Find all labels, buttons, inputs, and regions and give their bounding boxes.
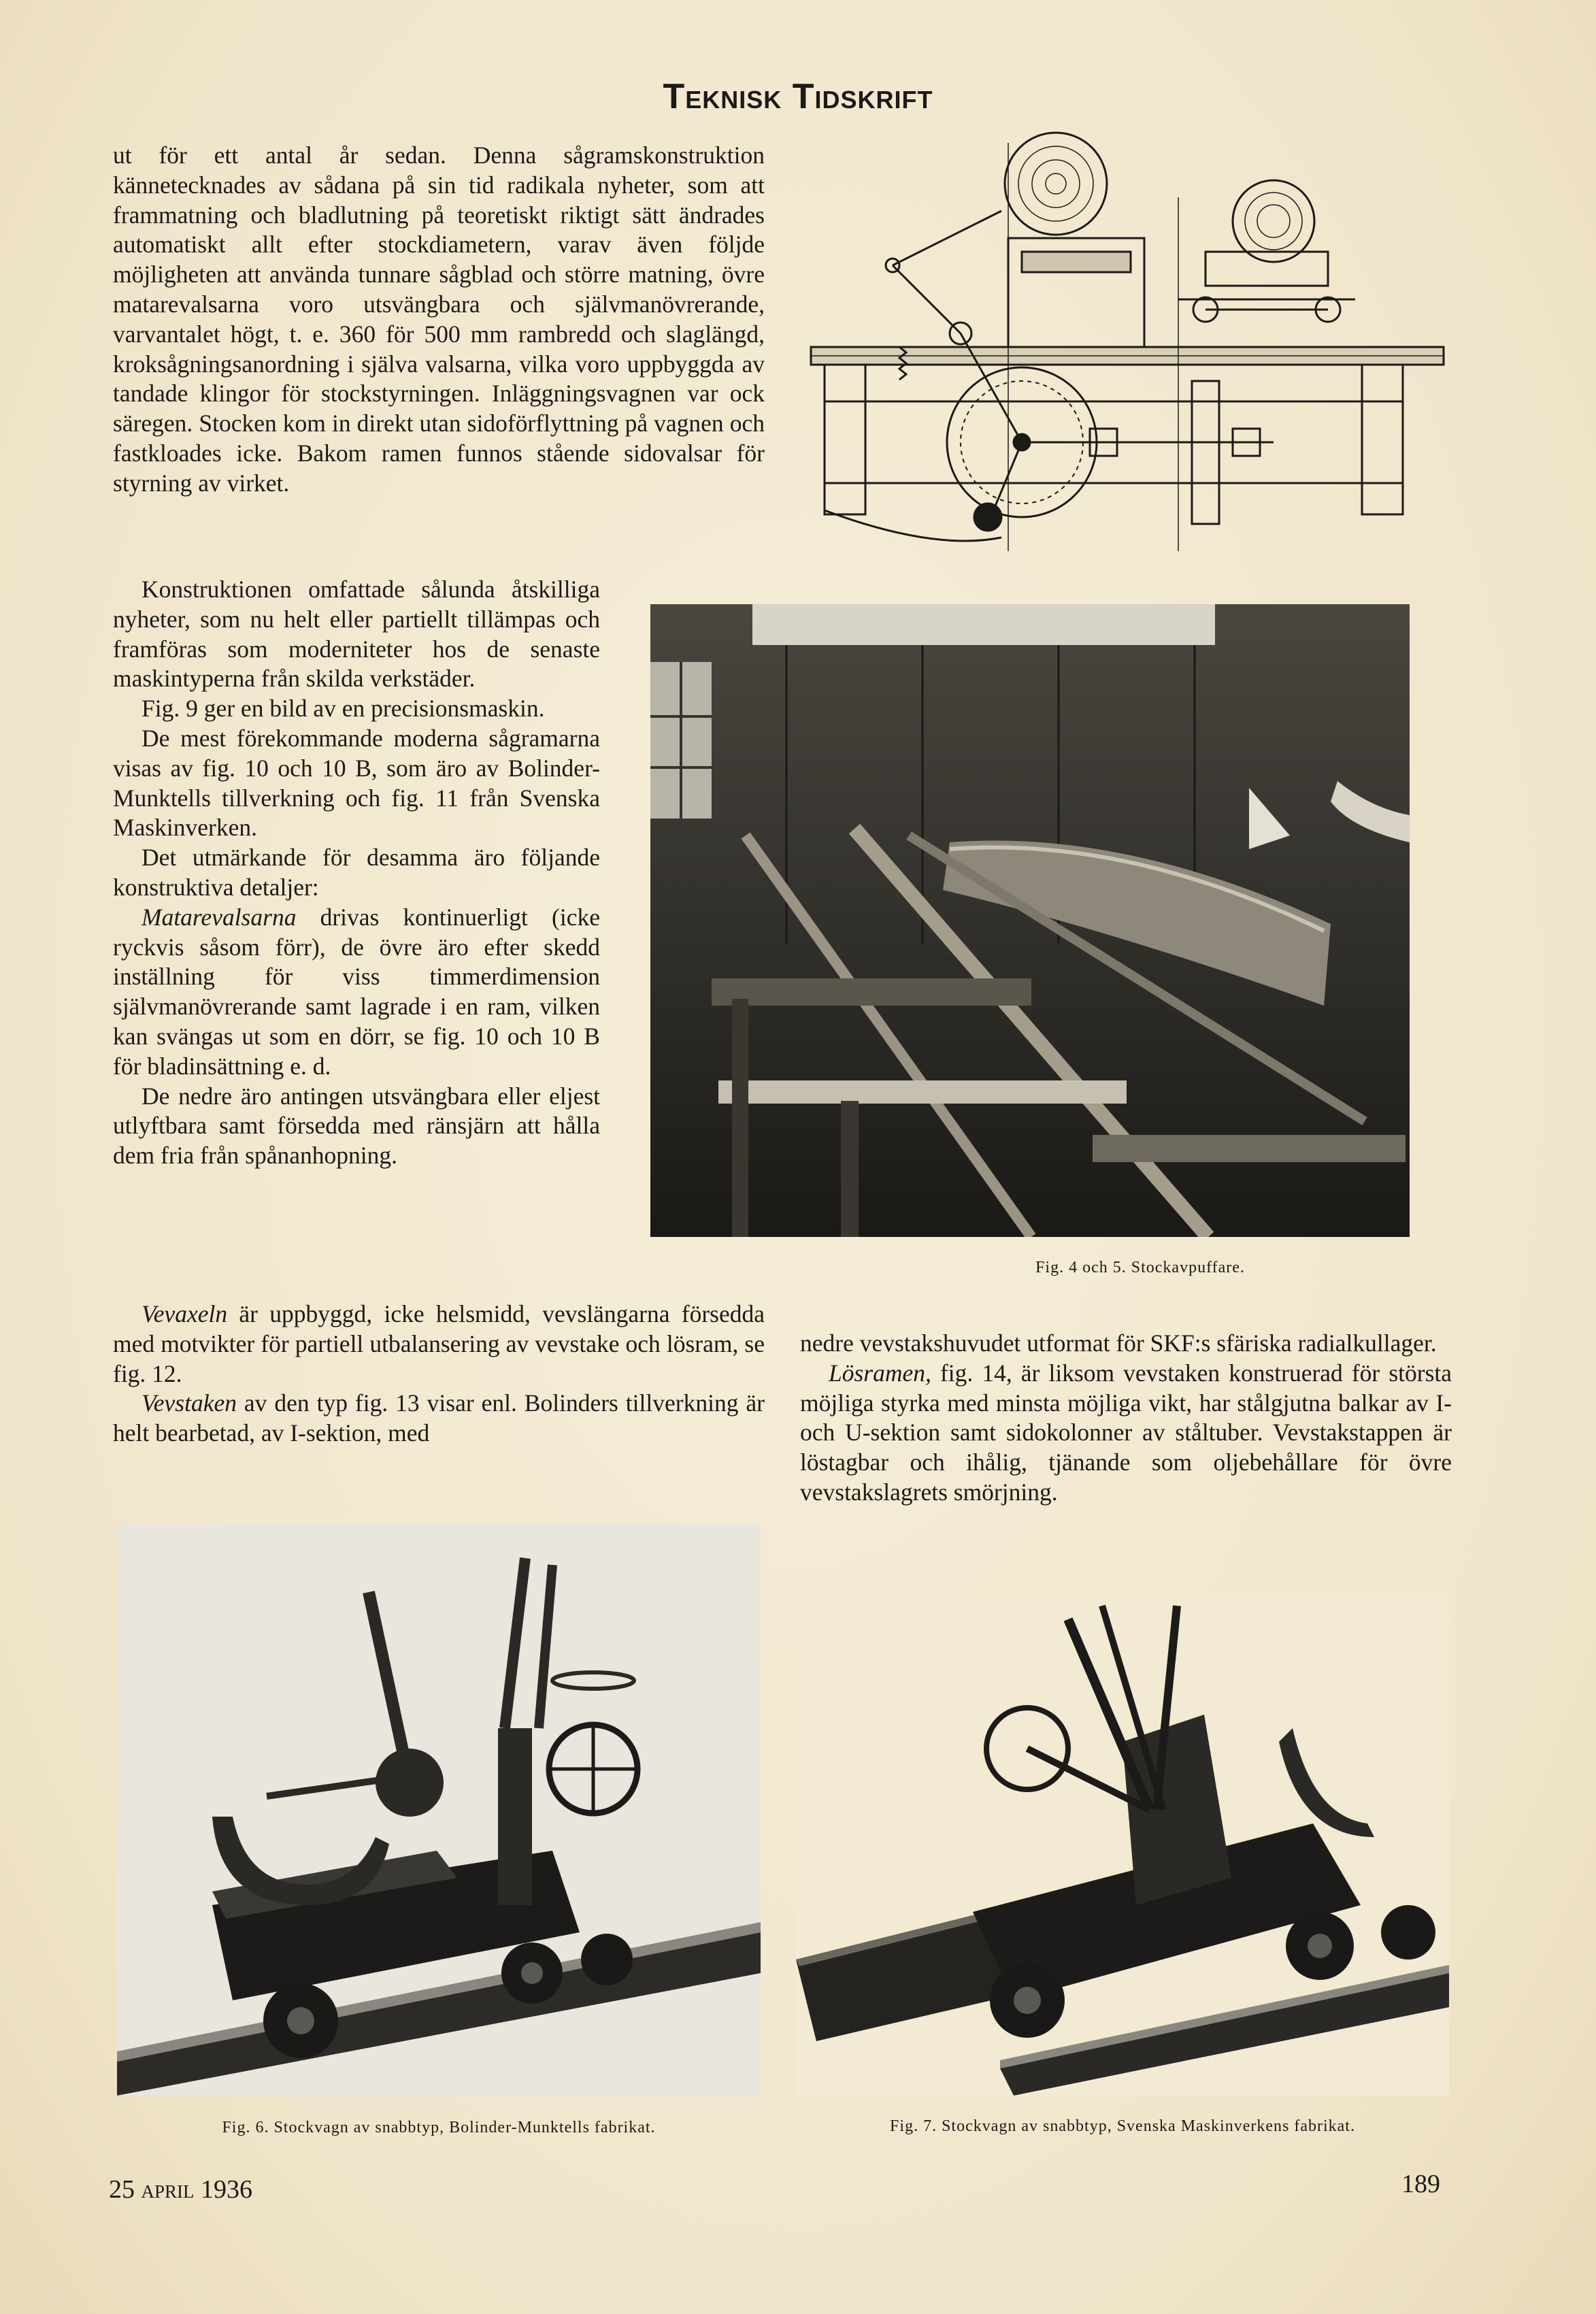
paragraph: De nedre äro antingen utsvängbara eller eljest utlyftbara samt försedda med ränsjärn att hålla dem fria från spånanhopning. [113, 1082, 600, 1170]
page-number: 189 [1401, 2170, 1440, 2198]
photo-stockvagn-svenska-maskinverken [796, 1592, 1449, 2096]
photo-stockvagn-bolinder-munktell [117, 1524, 761, 2096]
photo-stockavpuffare [650, 604, 1410, 1237]
paragraph: Konstruktionen omfattade sålunda åtskilliga nyheter, som nu helt eller partiellt tillämpas och framföras som moderniteter hos de senaste maskintyperna från skilda verkstäder. [113, 576, 600, 693]
paragraph: Vevaxeln är uppbyggd, icke helsmidd, vevslängarna försedda med motvikter för partiell utbalansering av vevstake och lösram, se fig. 12. [113, 1300, 765, 1387]
figure-caption-fig6: Fig. 6. Stockvagn av snabbtyp, Bolinder-Munktells fabrikat. [222, 2119, 656, 2136]
paragraph: De mest förekommande moderna sågramarna visas av fig. 10 och 10 B, som äro av Bolinder-Munktells tillverkning och fig. 11 från Svenska Maskinverken. [113, 724, 600, 842]
paragraph: Matarevalsarna drivas kontinuerligt (icke ryckvis såsom förr), de övre äro efter skedd inställning för viss timmerdimension självmanövrerande samt lagrade i en ram, vilken kan svängas ut som en dörr, se fig. 10 och 10 B för bladinsättning e. d. [113, 903, 600, 1080]
figure-caption-fig45: Fig. 4 och 5. Stockavpuffare. [1035, 1259, 1245, 1276]
paragraph: Lösramen, fig. 14, är liksom vevstaken konstruerad för största möjliga styrka med minsta möjliga vikt, har stålgjutna balkar av I- och U-sektion samt sidokolonner av ståltuber. Vevstakstappen är löstagbar och ihålig, tjänande som oljebehållare för övre vevstakslagrets smörjning. [800, 1359, 1452, 1506]
italic-lead: Lösramen, [829, 1359, 931, 1387]
paragraph: Fig. 9 ger en bild av en precisionsmaskin. [142, 695, 545, 723]
figure-caption-fig7: Fig. 7. Stockvagn av snabbtyp, Svenska Maskinverkens fabrikat. [890, 2117, 1355, 2135]
italic-lead: Matarevalsarna [142, 903, 297, 931]
paragraph: nedre vevstakshuvudet utformat för SKF:s sfäriska radialkullager. [800, 1329, 1437, 1357]
paragraph: Vevstaken av den typ fig. 13 visar enl. Bolinders tillverkning är helt bearbetad, av I-sektion, med [113, 1389, 765, 1447]
text-column-left-top [113, 141, 765, 499]
text-column-left-middle [113, 575, 600, 1171]
italic-lead: Vevstaken [142, 1389, 237, 1417]
text-column-right [800, 1329, 1452, 1508]
issue-date: 25 april 1936 [109, 2175, 253, 2204]
paragraph: Det utmärkande för desamma äro följande konstruktiva detaljer: [113, 844, 600, 901]
technical-drawing-sawmill-feed [797, 129, 1457, 558]
italic-lead: Vevaxeln [142, 1300, 228, 1327]
text-column-left-bottom [113, 1300, 765, 1449]
journal-header: Teknisk Tidskrift [663, 77, 933, 116]
paragraph: ut för ett antal år sedan. Denna sågramskonstruktion kännetecknades av sådana på sin tid radikala nyheter, som att frammatning och bladlutning på teoretiskt riktigt sätt ändrades automatiskt allt efter stockdiametern, varav även följde möjligheten att använda tunnare sågblad och större matning, övre matarevalsarna voro utsvängbara och självmanövrerande, varvantalet högt, t. e. 360 för 500 mm rambredd och slaglängd, kroksågningsanordning i själva valsarna, vilka voro uppbyggda av tandade klingor för stockstyrningen. Inläggningsvagnen var ock säregen. Stocken kom in direkt utan sidoförflyttning på vagnen och fastkloades icke. Bakom ramen funnos stående sidovalsar för styrning av virket. [113, 142, 765, 497]
